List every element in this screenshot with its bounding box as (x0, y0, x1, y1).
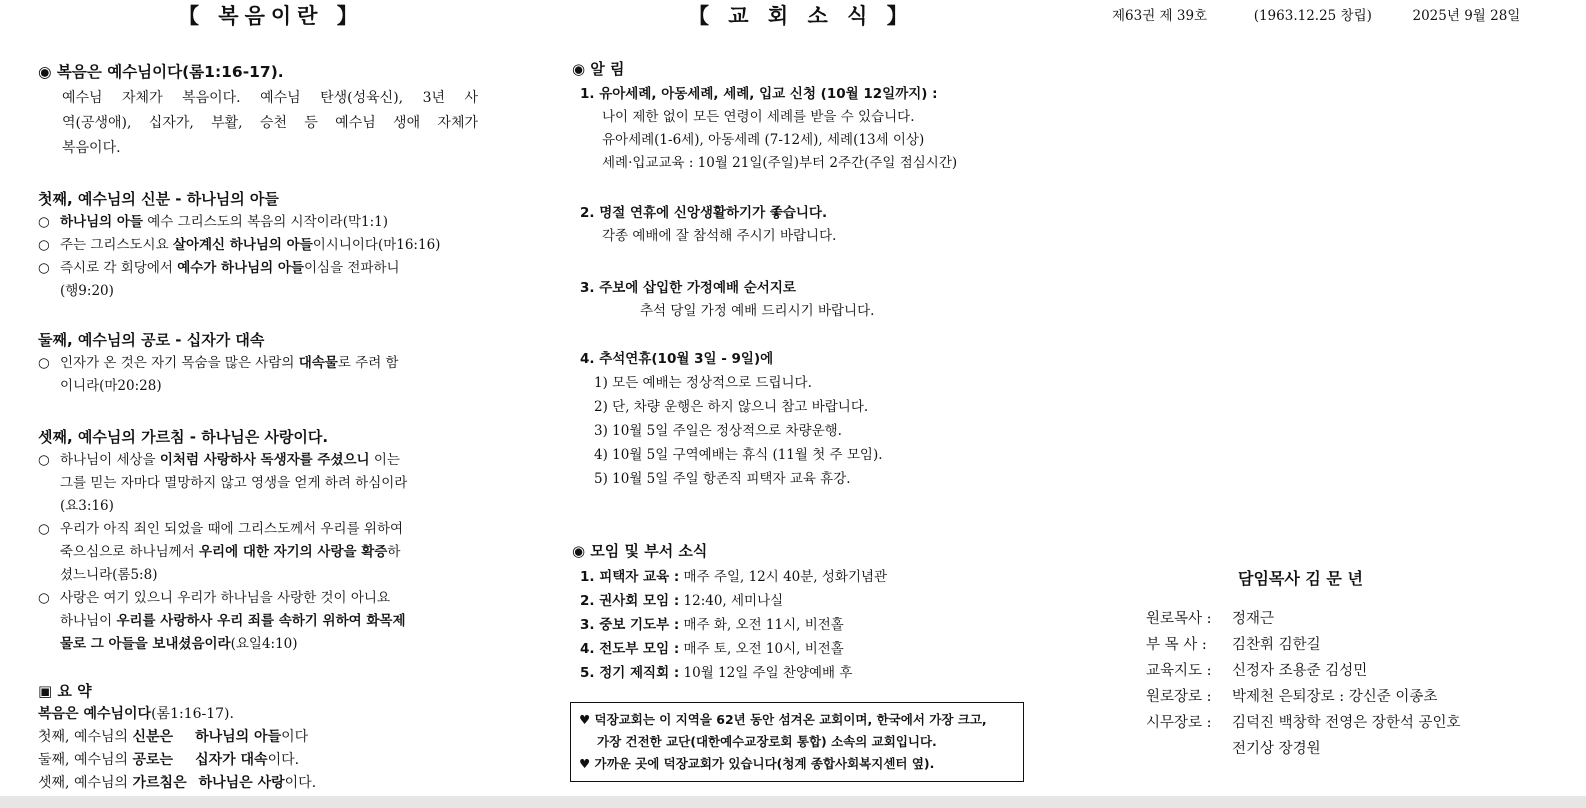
meeting-item (580, 613, 1040, 637)
verse-ref: (행9:20) (60, 283, 114, 299)
notice-item-line: 세례·입교교육 : 10월 21일(주일)부터 2주간(주일 점심시간) (602, 155, 958, 171)
gospel-intro (62, 86, 478, 161)
church-info-box (570, 702, 1024, 782)
verse-item: ○ 하나님이 세상을 이처럼 사랑하사 독생자를 주셨으니 이는 (38, 452, 400, 468)
meeting-label: 4. 전도부 모임 : (580, 641, 680, 657)
verse-bold: 살아계신 하나님의 아들 (172, 237, 313, 253)
verse-ref: (요일4:10) (230, 636, 298, 652)
senior-pastor: 담임목사 김 문 년 (1238, 569, 1363, 588)
notice-item-title: 1. 유아세례, 아동세례, 세례, 입교 신청 (10월 12일까지) : (580, 86, 938, 102)
verse-item: ○ 즉시로 각 회당에서 예수가 하나님의 아들이심을 전파하니 (38, 260, 400, 276)
summary-bold: 하나님은 사랑 (198, 775, 285, 791)
notice-item-4 (580, 348, 1040, 491)
summary-ref: (롬1:16-17). (151, 706, 234, 722)
summary-line (38, 772, 478, 795)
verse-ref: (요3:16) (60, 498, 114, 514)
issue-number: 제63권 제 39호 (1112, 8, 1208, 24)
third-section (38, 426, 478, 656)
meetings-list (580, 565, 1040, 685)
first-section (38, 188, 478, 303)
summary-text: 셋째, 예수님의 (38, 775, 133, 791)
verse-item: ○ 우리가 아직 죄인 되었을 때에 그리스도께서 우리를 위하여 (38, 521, 404, 537)
intro-line: 복음이다. (62, 140, 121, 156)
staff-label: 원로목사 : (1146, 611, 1212, 627)
verse-line: 그를 믿는 자마다 멸망하지 않고 영생을 얻게 하려 하심이라 (60, 475, 408, 491)
verse-text: 로 주려 함 (337, 355, 399, 371)
box-line: 가장 건전한 교단(대한예수교장로회 통합) 소속의 교회입니다. (597, 734, 937, 749)
verse-item: ○ 하나님의 아들 예수 그리스도의 복음의 시작이라(막1:1) (38, 214, 388, 230)
verse-text: 우리가 아직 죄인 되었을 때에 그리스도께서 우리를 위하여 (60, 521, 404, 537)
meeting-label: 2. 권사회 모임 : (580, 593, 680, 609)
summary-bold: 공로는 (132, 752, 174, 768)
meeting-value: 매주 토, 오전 10시, 비전홀 (679, 641, 844, 657)
verse-bold: 대속물 (298, 355, 338, 371)
verse-text: 사랑은 여기 있으니 우리가 하나님을 사랑한 것이 아니요 (60, 590, 390, 606)
staff-row (1146, 684, 1546, 710)
first-heading: 첫째, 예수님의 신분 - 하나님의 아들 (38, 190, 279, 208)
staff-row (1146, 606, 1546, 632)
verse-text: 예수 그리스도의 복음의 시작이라(막1:1) (142, 214, 388, 230)
notice-item-title: 2. 명절 연휴에 신앙생활하기가 좋습니다. (580, 205, 828, 221)
summary-bold: 신분은 (132, 729, 174, 745)
verse-text: 하나님이 (60, 613, 117, 629)
summary-bold: 십자가 대속 (195, 752, 268, 768)
staff-value: 박제천 은퇴장로 : 강신준 이종초 (1232, 689, 1438, 705)
staff-row (1146, 658, 1546, 684)
staff-label: 시무장로 : (1146, 715, 1212, 731)
meeting-label: 1. 피택자 교육 : (580, 569, 680, 585)
gospel-title: 【 복음이란 】 (178, 4, 364, 28)
verse-line (38, 610, 478, 633)
verse-item: ○ 사랑은 여기 있으니 우리가 하나님을 사랑한 것이 아니요 (38, 590, 390, 606)
staff-value: 전기상 장경원 (1232, 741, 1321, 757)
verse-text: 죽으심으로 하나님께서 (60, 544, 199, 560)
summary-bold: 복음은 예수님이다 (38, 706, 152, 722)
page-bottom-edge (0, 796, 1586, 808)
verse-text: 인자가 온 것은 자기 목숨을 많은 사람의 (60, 355, 299, 371)
verse-text: 즉시로 각 회당에서 (60, 260, 178, 276)
intro-line: 예수님 자체가 복음이다. 예수님 탄생(성육신), 3년 사 (62, 90, 478, 106)
summary-section (38, 680, 478, 795)
staff-value: 김덕진 백창학 전영은 장한석 공인호 (1232, 715, 1461, 731)
meeting-value: 10월 12일 주일 찬양예배 후 (679, 665, 853, 681)
notice-item-line: 2) 단, 차량 운행은 하지 않으니 참고 바랍니다. (594, 399, 869, 415)
notice-item-line: 1) 모든 예배는 정상적으로 드립니다. (594, 375, 812, 391)
summary-heading: ▣ 요 약 (38, 682, 92, 700)
notice-item-line: 5) 10월 5일 주일 항존직 피택자 교육 휴강. (594, 471, 851, 487)
notice-item-line: 추석 당일 가정 예배 드리시기 바랍니다. (640, 303, 875, 319)
notice-item-line: 4) 10월 5일 구역예배는 휴식 (11월 첫 주 모임). (594, 447, 883, 463)
gospel-heading: ◉ 복음은 예수님이다(롬1:16-17). (38, 63, 284, 81)
verse-text: 이는 (369, 452, 400, 468)
summary-text: 이다 (281, 729, 309, 745)
verse-bold: 예수가 하나님의 아들 (177, 260, 304, 276)
verse-text: 이심을 전파하니 (303, 260, 400, 276)
notice-heading: ◉ 알 림 (572, 60, 625, 78)
third-heading: 셋째, 예수님의 가르침 - 하나님은 사랑이다. (38, 428, 329, 446)
summary-line (38, 703, 478, 726)
verse-text: 이시니이다(마16:16) (312, 237, 441, 253)
staff-row (1146, 710, 1546, 736)
notice-item-line: 유아세례(1-6세), 아동세례 (7-12세), 세례(13세 이상) (602, 132, 925, 148)
staff-label: 원로장로 : (1146, 689, 1212, 705)
staff-row (1146, 632, 1546, 658)
meeting-value: 매주 화, 오전 11시, 비전홀 (679, 617, 844, 633)
staff-list (1146, 606, 1546, 762)
notice-item-2 (580, 202, 1040, 248)
summary-bold: 가르침은 (132, 775, 187, 791)
staff-value: 신정자 조용준 김성민 (1232, 663, 1368, 679)
notice-item-title: 3. 주보에 삽입한 가정예배 순서지로 (580, 280, 796, 296)
verse-bold: 하나님의 아들 (60, 214, 143, 230)
notice-item-line: 나이 제한 없이 모든 연령이 세례를 받을 수 있습니다. (602, 109, 915, 125)
summary-bold: 하나님의 아들 (195, 729, 282, 745)
verse-text: 하 (387, 544, 401, 560)
verse-ref: 셨느니라(롬5:8) (60, 567, 158, 583)
intro-line: 역(공생애), 십자가, 부활, 승천 등 예수님 생애 자체가 (62, 115, 478, 131)
issue-info (1112, 4, 1520, 24)
summary-text: 첫째, 예수님의 (38, 729, 133, 745)
verse-bold: 우리를 사랑하사 우리 죄를 속하기 위하여 화목제 (116, 613, 406, 629)
notice-item-1 (580, 83, 1040, 175)
verse-item: ○ 주는 그리스도시요 살아계신 하나님의 아들이시니이다(마16:16) (38, 237, 441, 253)
verse-line (38, 541, 478, 564)
meeting-item (580, 637, 1040, 661)
founded-date: (1963.12.25 창립) (1253, 8, 1372, 24)
meeting-item (580, 661, 1040, 685)
second-section (38, 329, 478, 398)
verse-text: 주는 그리스도시요 (60, 237, 173, 253)
meeting-item (580, 589, 1040, 613)
box-line: ♥ 가까운 곳에 덕장교회가 있습니다(청계 종합사회복지센터 옆). (579, 756, 935, 771)
meeting-value: 매주 주일, 12시 40분, 성화기념관 (679, 569, 888, 585)
notice-item-3 (580, 277, 1040, 323)
verse-bold: 이처럼 사랑하사 독생자를 주셨으니 (159, 452, 370, 468)
meeting-item (580, 565, 1040, 589)
staff-value: 정재근 (1232, 611, 1275, 627)
notice-item-line: 각종 예배에 잘 참석해 주시기 바랍니다. (602, 228, 837, 244)
meeting-label: 3. 중보 기도부 : (580, 617, 680, 633)
bulletin-date: 2025년 9월 28일 (1412, 8, 1521, 24)
summary-text: 이다. (267, 752, 300, 768)
summary-text: 둘째, 예수님의 (38, 752, 133, 768)
staff-label: 부 목 사 : (1146, 637, 1207, 653)
verse-line (38, 633, 478, 656)
verse-bold: 우리에 대한 자기의 사랑을 확증 (199, 544, 388, 560)
staff-value: 김찬휘 김한길 (1232, 637, 1321, 653)
meeting-value: 12:40, 세미나실 (679, 593, 784, 609)
meeting-label: 5. 정기 제직회 : (580, 665, 680, 681)
staff-label: 교육지도 : (1146, 663, 1212, 679)
summary-line (38, 749, 478, 772)
verse-ref: 이니라(마20:28) (60, 378, 162, 394)
summary-line (38, 726, 478, 749)
verse-item: ○ 인자가 온 것은 자기 목숨을 많은 사람의 대속물로 주려 함 (38, 355, 399, 371)
second-heading: 둘째, 예수님의 공로 - 십자가 대속 (38, 331, 265, 349)
news-title: 【 교 회 소 식 】 (688, 4, 914, 28)
notice-item-title: 4. 추석연휴(10월 3일 - 9일)에 (580, 351, 774, 367)
box-line: ♥ 덕장교회는 이 지역을 62년 동안 섬겨온 교회이며, 한국에서 가장 크고, (579, 712, 987, 727)
verse-text: 하나님이 세상을 (60, 452, 160, 468)
verse-bold: 물로 그 아들을 보내셨음이라 (60, 636, 231, 652)
summary-text: 이다. (284, 775, 317, 791)
notice-item-line: 3) 10월 5일 주일은 정상적으로 차량운행. (594, 423, 842, 439)
meetings-heading: ◉ 모임 및 부서 소식 (572, 542, 708, 560)
